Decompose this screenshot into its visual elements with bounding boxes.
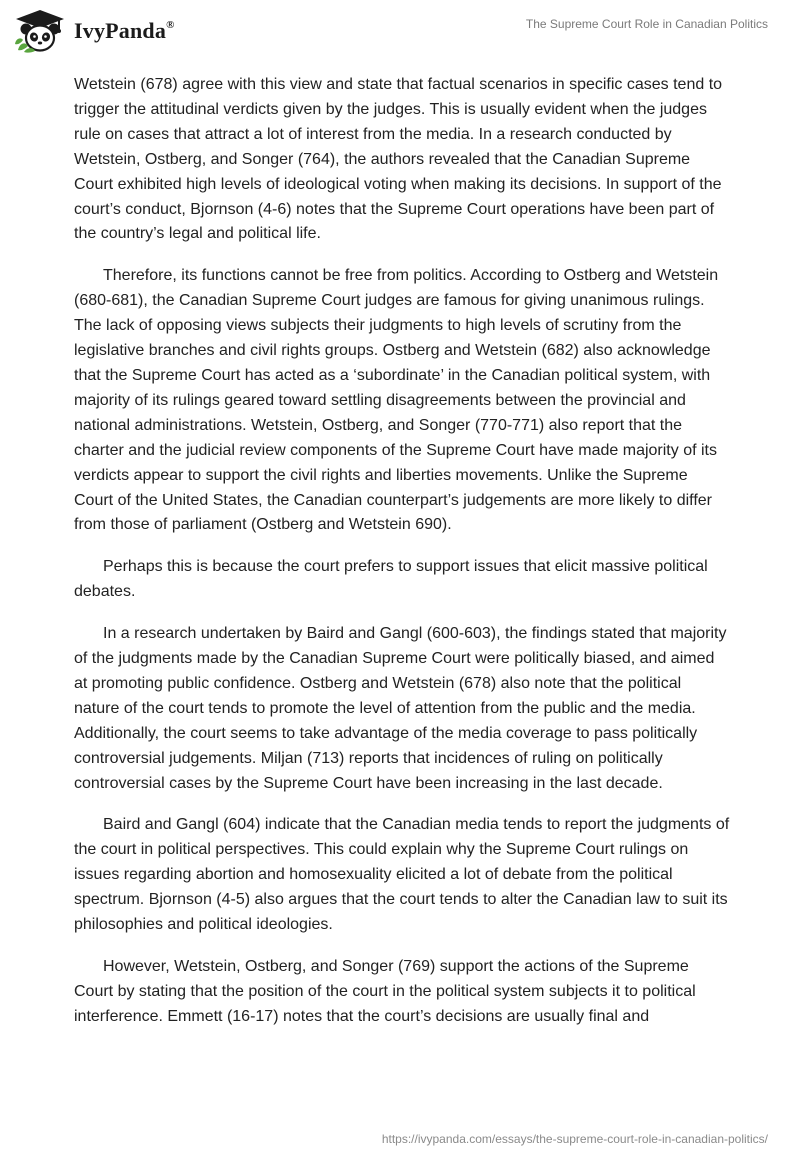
ivypanda-logo[interactable]: [14, 8, 175, 54]
document-title: The Supreme Court Role in Canadian Politics: [525, 17, 768, 31]
essay-body: [74, 73, 730, 1047]
page-header: [0, 0, 800, 60]
paragraph: In a research undertaken by Baird and Gangl (600-603), the findings stated that majority of the judgments made by the Canadian Supreme Court were politically biased, and aimed at promoting public confidence. Ostberg and Wetstein (678) also note that the political nature of the court tends to promote the level of attention from the public and the media. Additionally, the court seems to take advantage of the media coverage to pass politically controversial judgements. Miljan (713) reports that incidences of ruling on politically controversial cases by the Supreme Court have been increasing in the last decade.: [74, 625, 727, 792]
source-url[interactable]: https://ivypanda.com/essays/the-supreme-court-role-in-canadian-politics/: [381, 1132, 768, 1146]
panda-graduation-cap-icon: [14, 8, 66, 54]
paragraph: Perhaps this is because the court prefers to support issues that elicit massive political debates.: [74, 558, 708, 601]
paragraph: Wetstein (678) agree with this view and state that factual scenarios in specific cases tend to trigger the attitudinal verdicts given by the judges. This is usually evident when the judges rule on cases that attract a lot of interest from the media. In a research conducted by Wetstein, Ostberg, and Songer (764), the authors revealed that the Canadian Supreme Court exhibited high levels of ideological voting when making its decisions. In support of the court’s conduct, Bjornson (4-6) notes that the Supreme Court operations have been part of the country’s legal and political life.: [74, 76, 723, 243]
paragraph: However, Wetstein, Ostberg, and Songer (769) support the actions of the Supreme Court by stating that the position of the court in the political system subjects it to political interference. Emmett (16-17) notes that the court’s decisions are usually final and: [74, 958, 696, 1025]
brand-name: IvyPanda®: [74, 18, 175, 43]
paragraph: Therefore, its functions cannot be free from politics. According to Ostberg and Wetstein (680-681), the Canadian Supreme Court judges are famous for giving unanimous rulings. The lack of opposing views subjects their judgments to high levels of scrutiny from the legislative branches and civil rights groups. Ostberg and Wetstein (682) also acknowledge that the Supreme Court has acted as a ‘subordinate’ in the Canadian political system, with majority of its rulings geared toward settling disagreements between the provincial and national administrations. Wetstein, Ostberg, and Songer (770-771) also report that the charter and the judicial review components of the Supreme Court have made majority of its verdicts appear to support the civil rights and liberties movements. Unlike the Supreme Court of the United States, the Canadian counterpart’s judgements are more likely to differ from those of parliament (Ostberg and Wetstein 690).: [74, 267, 719, 534]
paragraph: Baird and Gangl (604) indicate that the Canadian media tends to report the judgments of the court in political perspectives. This could explain why the Supreme Court rulings on issues regarding abortion and homosexuality elicited a lot of debate from the political spectrum. Bjornson (4-5) also argues that the court tends to alter the Canadian law to suit its philosophies and political ideologies.: [74, 816, 730, 934]
